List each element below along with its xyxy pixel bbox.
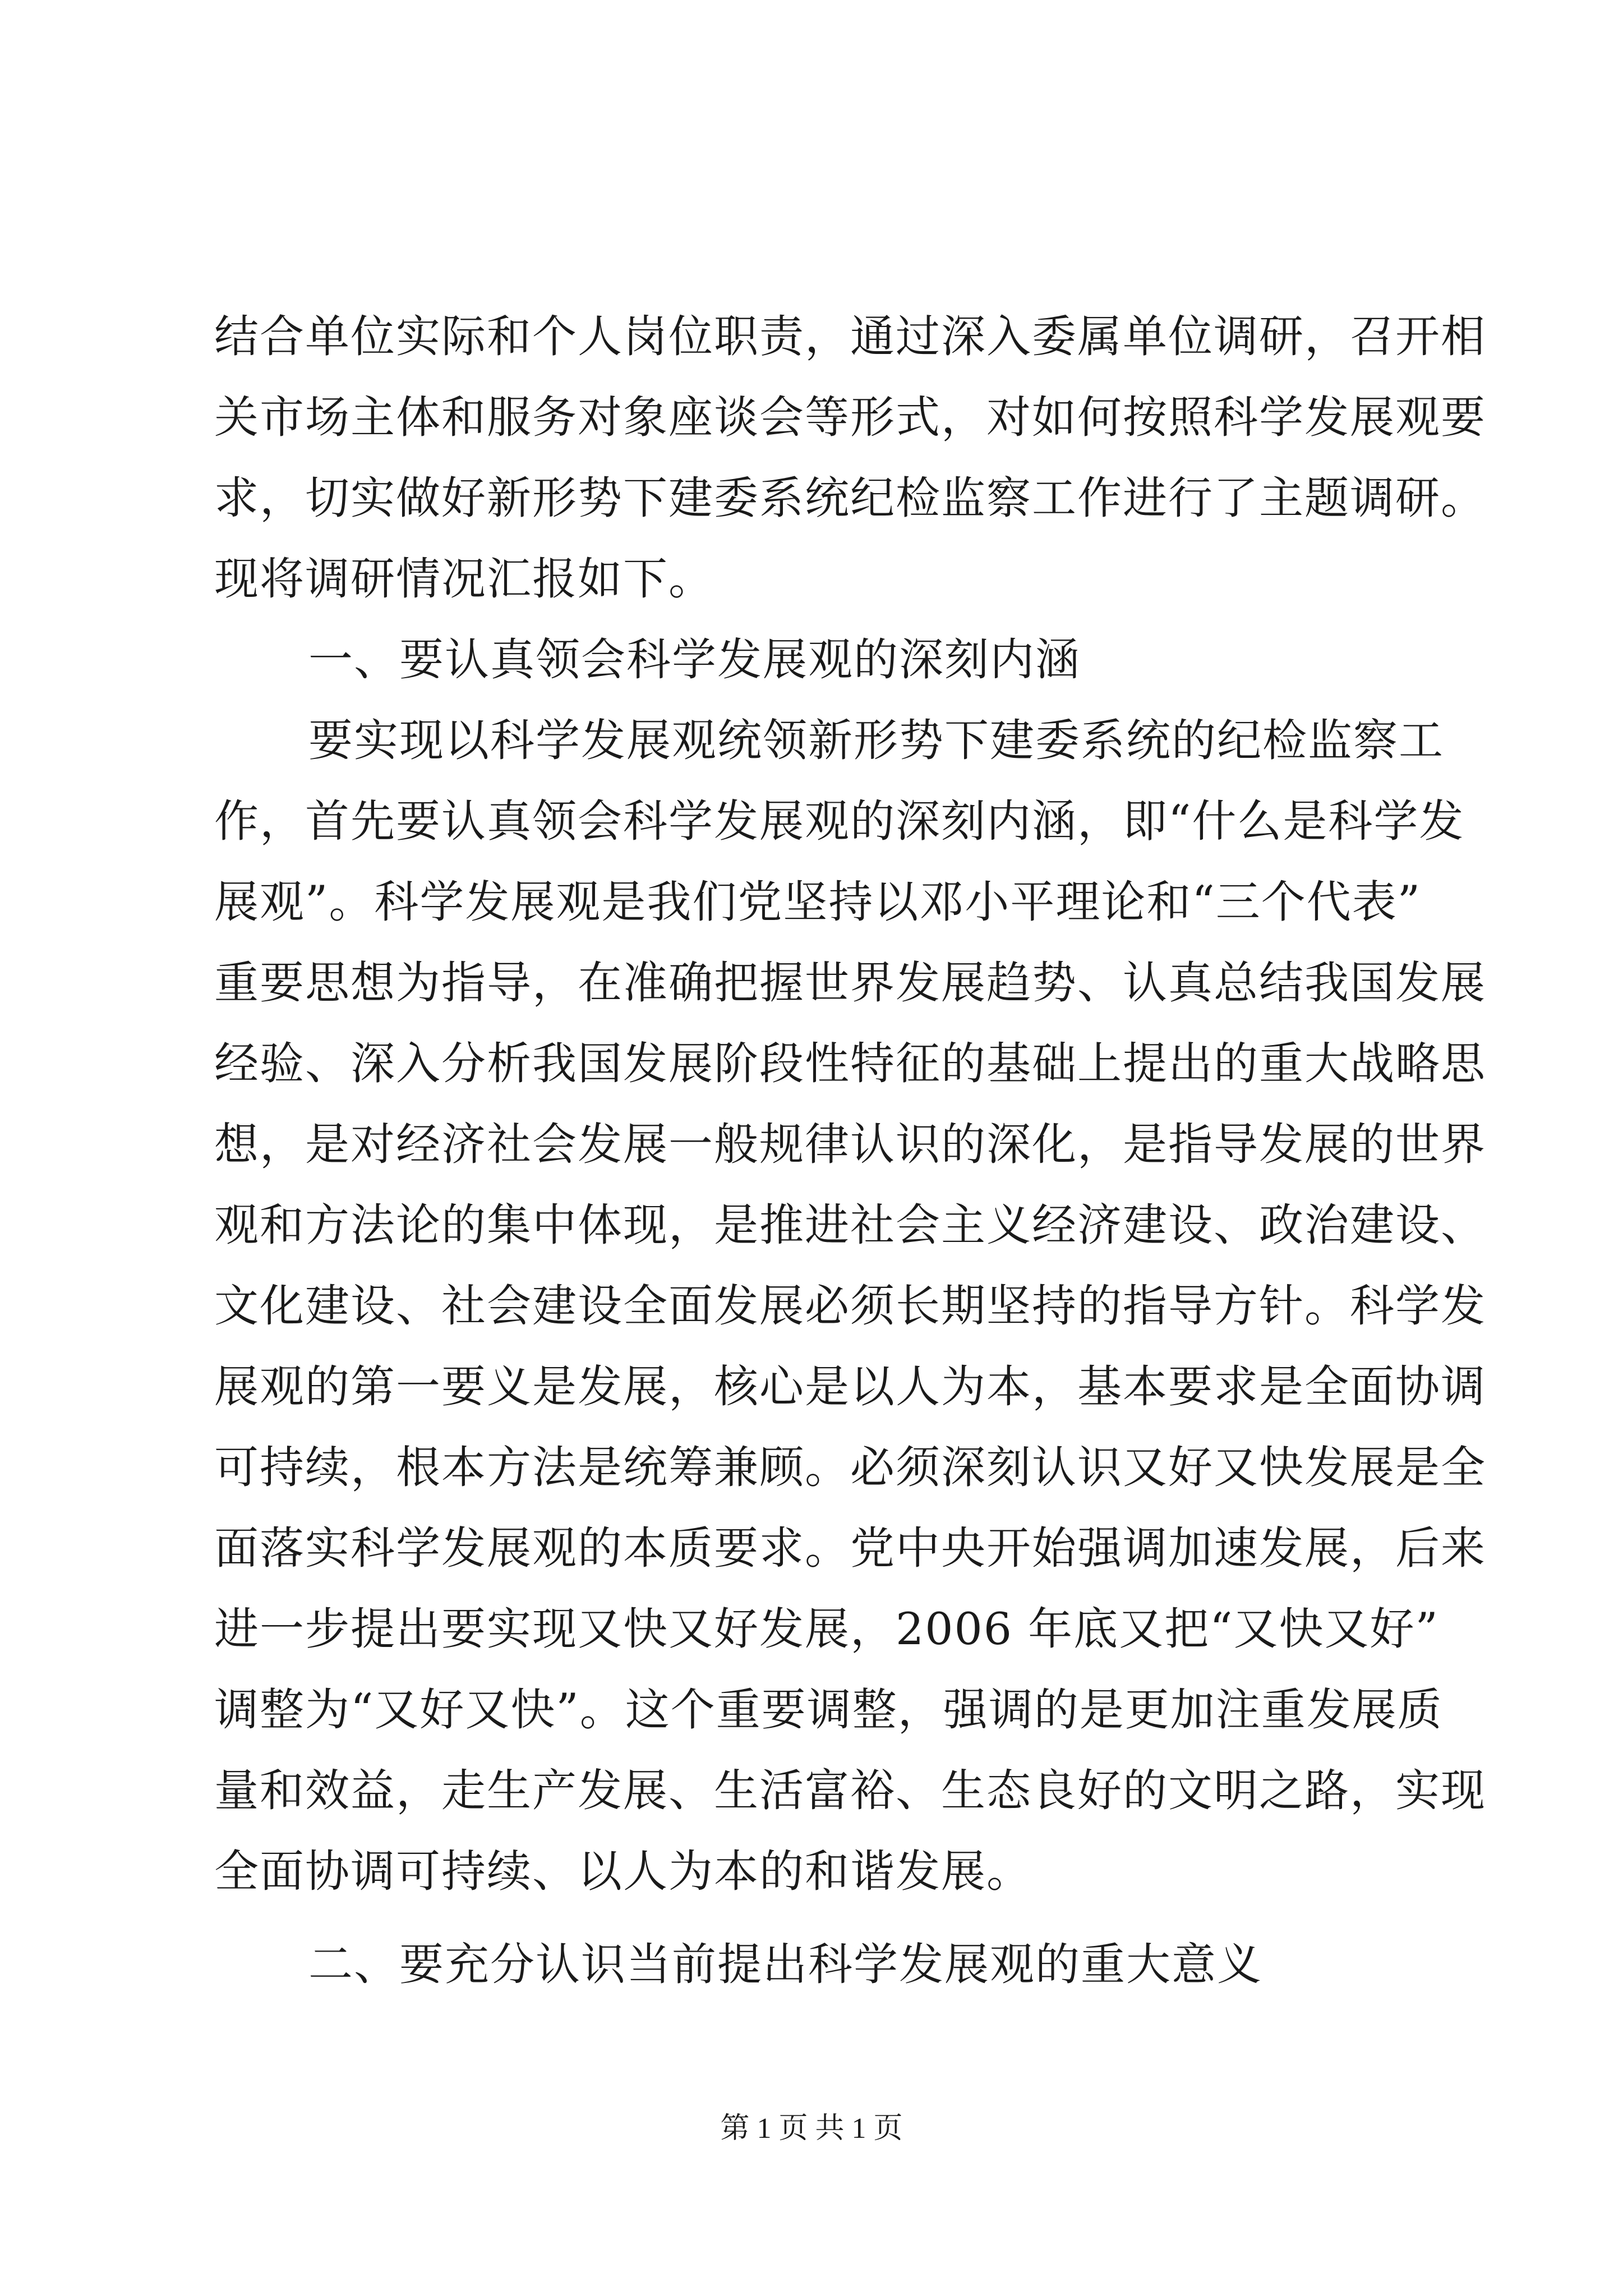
text-line: 求，切实做好新形势下建委系统纪检监察工作进行了主题调研。: [214, 472, 1486, 524]
text-line: 进一步提出要实现又快又好发展，2006 年底又把“又快又好”: [214, 1603, 1439, 1655]
text-line: 文化建设、社会建设全面发展必须长期坚持的指导方针。科学发: [214, 1280, 1486, 1332]
text-line: 展观的第一要义是发展，核心是以人为本，基本要求是全面协调: [214, 1361, 1486, 1412]
text-line: 结合单位实际和个人岗位职责，通过深入委属单位调研，召开相: [214, 311, 1486, 362]
text-line: 观和方法论的集中体现，是推进社会主义经济建设、政治建设、: [214, 1199, 1486, 1251]
text-line: 调整为“又好又快”。这个重要调整，强调的是更加注重发展质: [214, 1684, 1443, 1736]
page-footer: 第 1 页 共 1 页: [720, 2113, 903, 2145]
intro-paragraph: [214, 296, 1486, 619]
section-heading-1: 一、要认真领会科学发展观的深刻内涵: [308, 634, 1081, 685]
section-heading-2: 二、要充分认识当前提出科学发展观的重大意义: [308, 1939, 1262, 1990]
text-line: 要实现以科学发展观统领新形势下建委系统的纪检监察工: [308, 715, 1444, 766]
text-line: 量和效益，走生产发展、生活富裕、生态良好的文明之路，实现: [214, 1765, 1486, 1816]
text-line: 经验、深入分析我国发展阶段性特征的基础上提出的重大战略思: [214, 1038, 1486, 1089]
text-line: 面落实科学发展观的本质要求。党中央开始强调加速发展，后来: [214, 1522, 1486, 1574]
text-line: 关市场主体和服务对象座谈会等形式，对如何按照科学发展观要: [214, 392, 1486, 443]
text-line: 作，首先要认真领会科学发展观的深刻内涵，即“什么是科学发: [214, 795, 1465, 847]
text-line: 重要思想为指导，在准确把握世界发展趋势、认真总结我国发展: [214, 957, 1486, 1009]
document-body: [214, 296, 1486, 2005]
text-line: 现将调研情况汇报如下。: [214, 553, 714, 605]
text-line: 想，是对经济社会发展一般规律认识的深化，是指导发展的世界: [214, 1119, 1486, 1170]
text-line: 可持续，根本方法是统筹兼顾。必须深刻认识又好又快发展是全: [214, 1442, 1486, 1493]
section-1-paragraph: [214, 700, 1486, 1912]
text-line: 全面协调可持续、以人为本的和谐发展。: [214, 1846, 1032, 1897]
text-line: 展观”。科学发展观是我们党坚持以邓小平理论和“三个代表”: [214, 876, 1422, 928]
